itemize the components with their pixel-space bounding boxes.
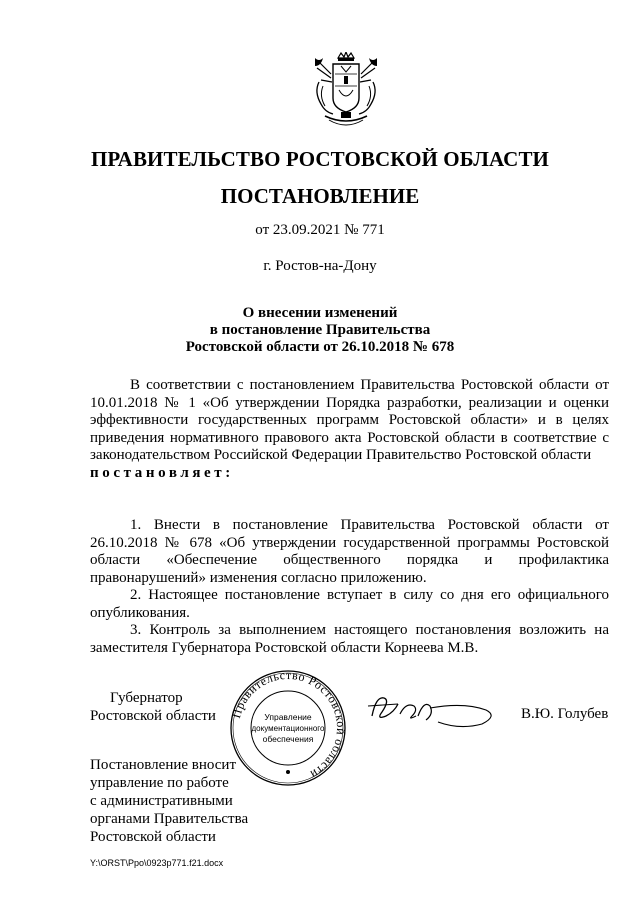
coat-of-arms-icon (311, 52, 381, 130)
signatory-position (90, 689, 216, 725)
decree-item: 3. Контроль за выполнением настоящего постановления возложить на заместителя Губернатора Ростовской области Корнеева М.В. (90, 622, 609, 656)
seal-inner-line: Управление (264, 712, 312, 722)
city: г. Ростов-на-Дону (263, 258, 377, 274)
note-line: Постановление вносит (90, 757, 237, 773)
preamble-paragraph (90, 377, 609, 482)
subject-line: в постановление Правительства (209, 322, 431, 338)
submitted-by-note (90, 756, 248, 846)
decree-item: 2. Настоящее постановление вступает в силу со дня его официального опубликования. (90, 587, 609, 621)
note-line: органами Правительства (90, 811, 249, 827)
preamble-text: В соответствии с постановлением Правительства Ростовской области от 10.01.2018 № 1 «Об утверждении Порядка разработки, реализации и оценки эффективности государственных программ Ростовской области» и в целях приведения нормативного правового акта Ростовской области в соответствие с законодательством Российской Федерации Правительство Ростовской области (90, 377, 609, 463)
date-number: от 23.09.2021 № 771 (255, 222, 385, 238)
seal-inner-line: документационного (251, 724, 325, 733)
signatory-name: В.Ю. Голубев (521, 706, 609, 722)
seal-inner-line: обеспечения (262, 734, 314, 744)
note-line: с административными (90, 793, 233, 809)
file-path: Y:\ORST\Ppo\0923p771.f21.docx (90, 858, 224, 868)
handwritten-signature (364, 686, 504, 730)
decree-item: 1. Внести в постановление Правительства Ростовской области от 26.10.2018 № 678 «Об утверждении государственной программы Ростовской области «Обеспечение общественного порядка и профилактика правонарушений» изменения согласно приложению. (90, 517, 609, 586)
document-type: ПОСТАНОВЛЕНИЕ (220, 184, 420, 208)
position-line: Губернатор (110, 690, 183, 706)
note-line: управление по работе (90, 775, 229, 791)
subject-line: Ростовской области от 26.10.2018 № 678 (185, 339, 455, 355)
decree-items (90, 517, 609, 657)
preamble (90, 377, 609, 482)
subject-line: О внесении изменений (242, 305, 398, 321)
position-line: Ростовской области (90, 708, 216, 724)
resolves-word: постановляет: (90, 464, 234, 481)
government-title: ПРАВИТЕЛЬСТВО РОСТОВСКОЙ ОБЛАСТИ (91, 147, 549, 171)
seal-outer-text: Правительство Ростовской области (229, 668, 348, 782)
note-line: Ростовской области (90, 829, 216, 845)
document-subject (0, 305, 640, 356)
